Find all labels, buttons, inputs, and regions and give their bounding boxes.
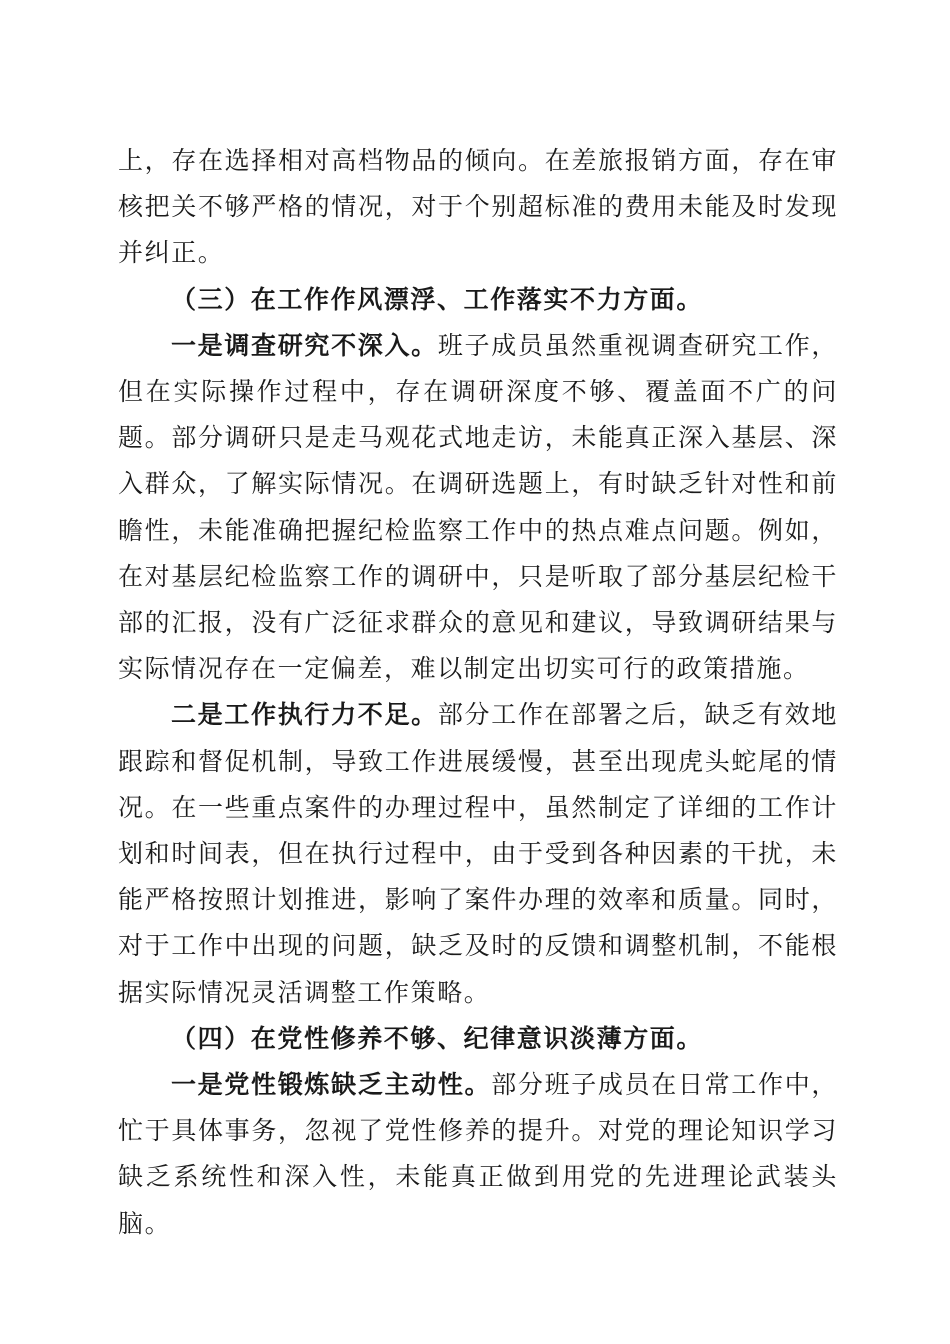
paragraph-body: 部分工作在部署之后，缺乏有效地跟踪和督促机制，导致工作进展缓慢，甚至出现虎头蛇尾的情况。在一些重点案件的办理过程中，虽然制定了详细的工作计划和时间表，但在执行过程中，由于受到各种因素的干扰，未能严格按照计划推进，影响了案件办理的效率和质量。同时，对于工作中出现的问题，缺乏及时的反馈和调整机制，不能根据实际情况灵活调整工作策略。: [118, 700, 838, 1007]
document-body: [118, 138, 838, 1247]
paragraph-body: 班子成员虽然重视调查研究工作，但在实际操作过程中，存在调研深度不够、覆盖面不广的问题。部分调研只是走马观花式地走访，未能真正深入基层、深入群众，了解实际情况。在调研选题上，有时缺乏针对性和前瞻性，未能准确把握纪检监察工作中的热点难点问题。例如，在对基层纪检监察工作的调研中，只是听取了部分基层纪检干部的汇报，没有广泛征求群众的意见和建议，导致调研结果与实际情况存在一定偏差，难以制定出切实可行的政策措施。: [118, 330, 838, 684]
paragraph-party-spirit: [118, 1062, 838, 1247]
paragraph-lead: 一是党性锻炼缺乏主动性。: [171, 1070, 492, 1100]
paragraph-lead: 二是工作执行力不足。: [171, 700, 438, 730]
section-heading-4: （四）在党性修养不够、纪律意识淡薄方面。: [171, 1023, 704, 1053]
paragraph-body: 部分班子成员在日常工作中，忙于具体事务，忽视了党性修养的提升。对党的理论知识学习缺乏系统性和深入性，未能真正做到用党的先进理论武装头脑。: [118, 1070, 838, 1238]
paragraph-lead: 一是调查研究不深入。: [171, 330, 438, 360]
paragraph-execution: [118, 692, 838, 1015]
paragraph-investigation: [118, 323, 838, 693]
section-heading-3: （三）在工作作风漂浮、工作落实不力方面。: [171, 284, 704, 314]
paragraph-continuation: 上，存在选择相对高档物品的倾向。在差旅报销方面，存在审核把关不够严格的情况，对于个别超标准的费用未能及时发现并纠正。: [118, 146, 838, 268]
